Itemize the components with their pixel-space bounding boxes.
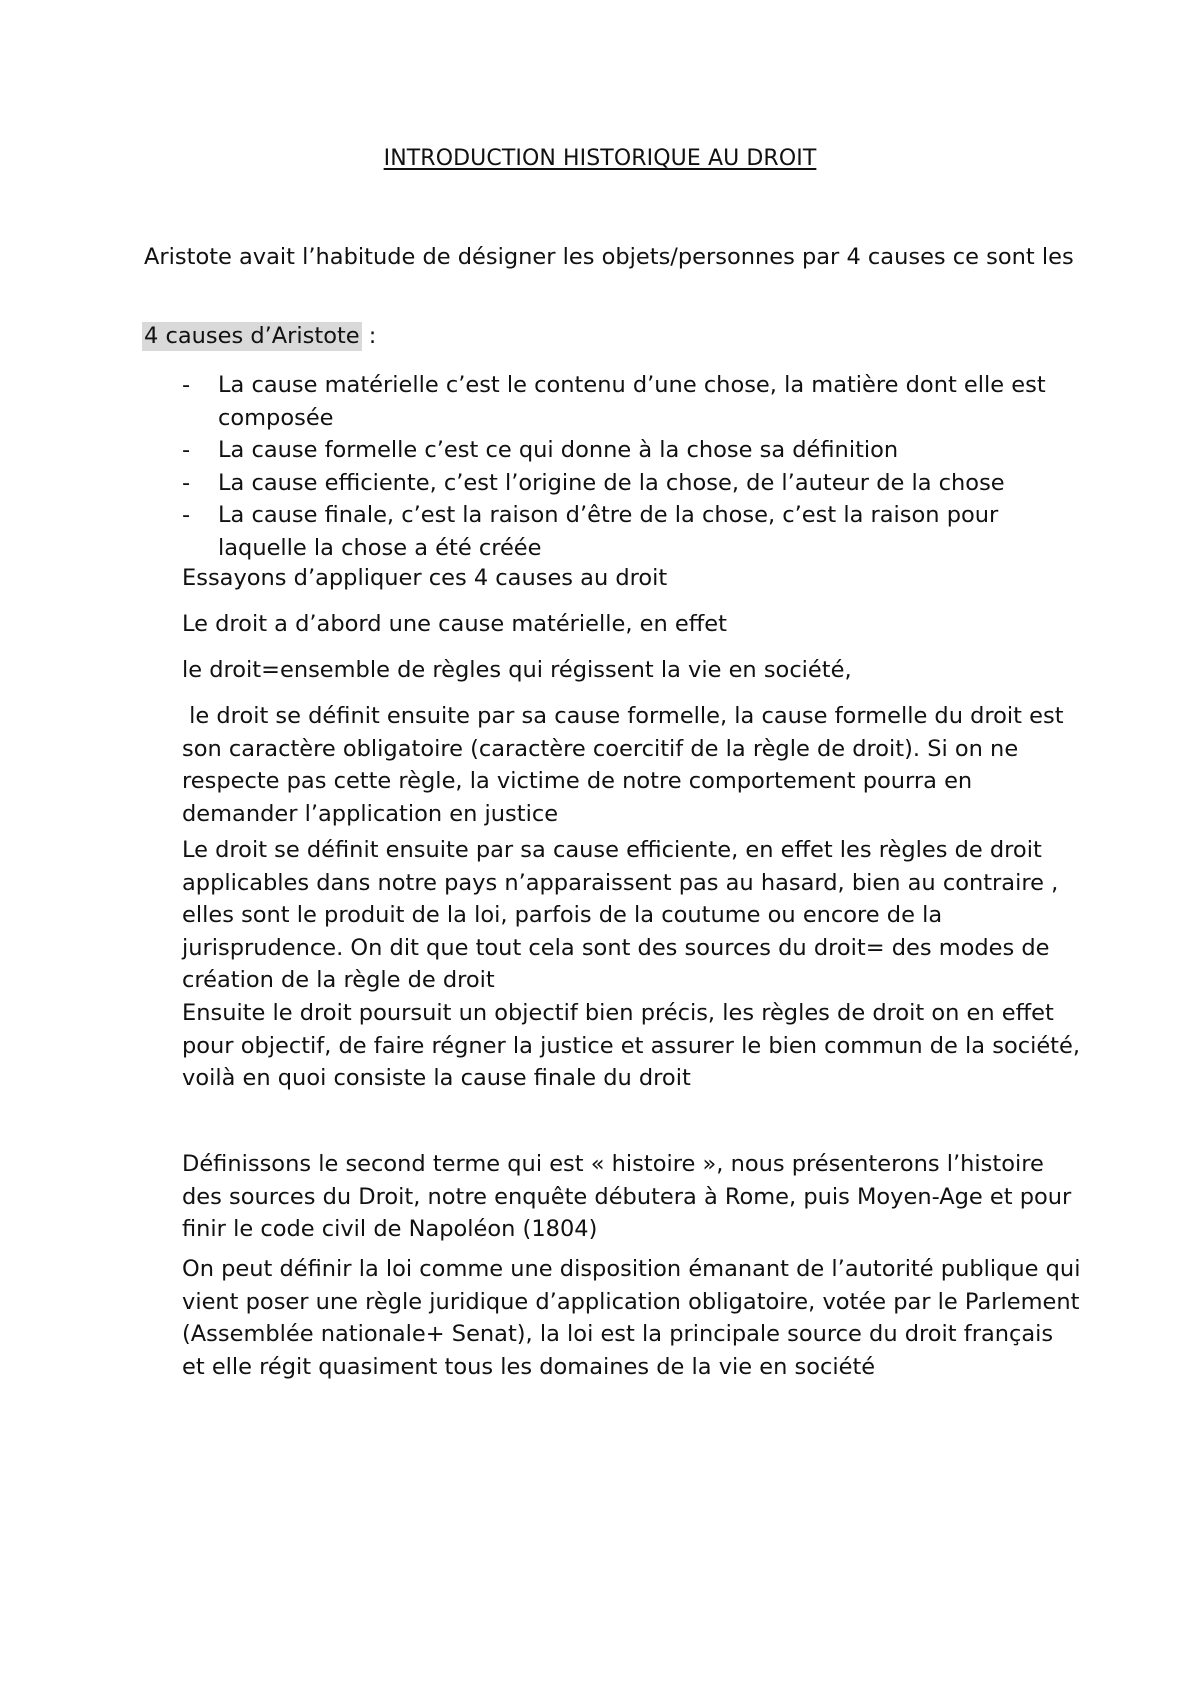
body-paragraph-apply: Essayons d’appliquer ces 4 causes au droit xyxy=(182,565,668,591)
body-paragraph-efficient: Le droit se définit ensuite par sa cause efficiente, en effet les règles de droit applicables dans notre pays n’apparaissent pas au hasard, bien au contraire , elles sont le produit de la loi, parfois de la coutume ou encore de la jurisprudence. On dit que tout cela sont des sources du droit= des modes de création de la règle de droit xyxy=(182,837,1059,993)
body-paragraph-material: Le droit a d’abord une cause matérielle, en effet xyxy=(182,611,727,637)
cause-text-efficient: La cause efficiente, c’est l’origine de la chose, de l’auteur de la chose xyxy=(218,469,1005,496)
bullet-dash: - xyxy=(182,469,191,496)
body-paragraph-final: Ensuite le droit poursuit un objectif bien précis, les règles de droit on en effet pour objectif, de faire régner la justice et assurer le bien commun de la société, voilà en quoi consiste la cause finale du droit xyxy=(182,1000,1080,1091)
cause-text-final: La cause finale, c’est la raison d’être de la chose, c’est la raison pour laquelle la chose a été créée xyxy=(218,502,999,561)
cause-text-material: La cause matérielle c’est le contenu d’une chose, la matière dont elle est composée xyxy=(218,372,1046,431)
body-paragraph-law: On peut définir la loi comme une disposition émanant de l’autorité publique qui vient poser une règle juridique d’application obligatoire, votée par le Parlement (Assemblée nationale+ Senat), la loi est la principale source du droit français et elle régit quasiment tous les domaines de la vie en société xyxy=(182,1256,1081,1380)
bullet-dash: - xyxy=(182,372,191,398)
bullet-dash: - xyxy=(182,437,191,463)
causes-heading-colon: : xyxy=(361,323,377,349)
page-title: INTRODUCTION HISTORIQUE AU DROIT xyxy=(383,146,817,171)
cause-text-formal: La cause formelle c’est ce qui donne à la chose sa définition xyxy=(218,437,899,463)
body-paragraph-definition: le droit=ensemble de règles qui régissent la vie en société, xyxy=(182,657,852,683)
list-item xyxy=(182,434,1082,467)
list-item xyxy=(182,499,1082,564)
causes-heading-highlight: 4 causes d’Aristote xyxy=(144,323,360,349)
intro-paragraph: Aristote avait l’habitude de désigner les objets/personnes par 4 causes ce sont les xyxy=(144,244,1074,270)
bullet-dash: - xyxy=(182,502,191,528)
causes-list xyxy=(182,369,1082,564)
body-paragraph-formal: le droit se définit ensuite par sa cause formelle, la cause formelle du droit est son caractère obligatoire (caractère coercitif de la règle de droit). Si on ne respecte pas cette règle, la victime de notre comportement pourra en demander l’application en justice xyxy=(182,703,1071,827)
list-item xyxy=(182,467,1082,500)
body-paragraph-history: Définissons le second terme qui est « histoire », nous présenterons l’histoire des sources du Droit, notre enquête débutera à Rome, puis Moyen-Age et pour finir le code civil de Napoléon (1804) xyxy=(182,1151,1072,1242)
causes-heading xyxy=(144,320,844,353)
list-item xyxy=(182,369,1082,434)
